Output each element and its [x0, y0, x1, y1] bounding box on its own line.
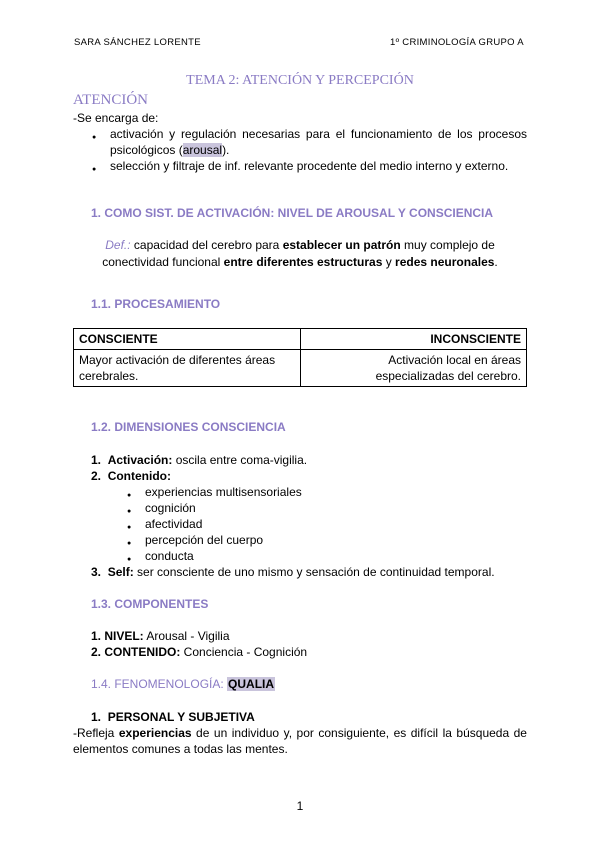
personal-label: PERSONAL Y SUBJETIVA: [107, 710, 255, 724]
highlight-arousal: arousal: [182, 143, 223, 157]
bullet-2-text: selección y filtraje de inf. relevante procedente del medio interno y externo.: [110, 159, 509, 173]
component-1: [91, 628, 230, 644]
processing-table: [73, 328, 527, 387]
dimension-3: [91, 564, 495, 580]
bullet-1-line-2-pre: psicológicos (: [110, 143, 183, 157]
page-number: 1: [296, 799, 304, 813]
table-cell-consciente: [74, 350, 301, 387]
definition-bold-1: establecer un patrón: [282, 238, 401, 252]
component-2: [91, 644, 307, 660]
intro-bullet-1: [110, 126, 527, 142]
personal-text-2: de un individuo y, por consiguiente, es difícil la búsqueda de: [191, 726, 527, 740]
heading-1-2: 1.2. DIMENSIONES CONSCIENCIA: [91, 420, 286, 434]
personal-text-1: -Refleja: [73, 726, 119, 740]
list-item: ● experiencias multisensoriales: [145, 484, 302, 500]
bullet-1-line-2-post: ).: [222, 143, 230, 157]
definition-text-3: conectividad funcional: [102, 255, 224, 269]
dimension-3-label: Self:: [107, 565, 134, 579]
heading-1-4: [91, 677, 275, 691]
heading-1-1: 1.1. PROCESAMIENTO: [91, 297, 221, 311]
list-item: ● cognición: [145, 500, 196, 516]
cell-inconsciente-line-1: Activación local en áreas: [388, 353, 521, 367]
highlight-qualia: QUALIA: [228, 677, 275, 691]
list-item: ● afectividad: [145, 516, 202, 532]
heading-1-3: 1.3. COMPONENTES: [91, 597, 209, 611]
dimension-2-label: Contenido:: [107, 469, 172, 483]
definition-line-1: [73, 237, 527, 253]
definition-line-2: [73, 254, 527, 270]
definition-text-4: y: [382, 255, 396, 269]
personal-line-1: [73, 725, 527, 741]
definition-text-1: capacidad del cerebro para: [130, 238, 283, 252]
dimension-1-text: oscila entre coma-vigilia.: [172, 453, 308, 467]
table-row: [74, 350, 527, 387]
cell-inconsciente-line-2: especializadas del cerebro.: [375, 369, 521, 383]
definition-label: Def.:: [105, 238, 131, 252]
personal-heading: [91, 709, 255, 725]
list-item: ● percepción del cuerpo: [145, 532, 263, 548]
component-1-text: Arousal - Vigilia: [143, 629, 230, 643]
cell-consciente-line-1: Mayor activación de diferentes áreas: [79, 353, 276, 367]
table-header-row: [74, 329, 527, 350]
dimension-2-number: 2.: [91, 469, 102, 483]
definition-text-5: .: [494, 255, 498, 269]
component-1-label: 1. NIVEL:: [91, 629, 144, 643]
document-title: TEMA 2: ATENCIÓN Y PERCEPCIÓN: [186, 73, 414, 88]
heading-1: 1. COMO SIST. DE ACTIVACIÓN: NIVEL DE AROUSAL Y CONSCIENCIA: [91, 206, 494, 220]
table-header-consciente: CONSCIENTE: [74, 329, 301, 350]
dimension-3-text: ser consciente de uno mismo y sensación de continuidad temporal.: [133, 565, 495, 579]
table-cell-inconsciente: [300, 350, 527, 387]
dimension-3-number: 3.: [91, 565, 102, 579]
table-header-inconsciente: INCONSCIENTE: [300, 329, 527, 350]
personal-number: 1.: [91, 710, 102, 724]
intro-bullet-1-cont: [110, 142, 229, 158]
section-heading: ATENCIÓN: [73, 92, 148, 108]
intro-bullet-2: [110, 158, 508, 174]
list-item: ● conducta: [145, 548, 194, 564]
dimension-1-label: Activación:: [107, 453, 173, 467]
header-author: SARA SÁNCHEZ LORENTE: [74, 37, 201, 48]
definition-bold-2: entre diferentes estructuras: [223, 255, 383, 269]
component-2-text: Conciencia - Cognición: [180, 645, 308, 659]
dimension-2: [91, 468, 171, 484]
dimension-1: [91, 452, 307, 468]
header-course: 1º CRIMINOLOGÍA GRUPO A: [390, 37, 524, 48]
component-2-label: 2. CONTENIDO:: [91, 645, 181, 659]
personal-bold: experiencias: [118, 726, 192, 740]
dimension-1-number: 1.: [91, 453, 102, 467]
definition-text-2: muy complejo de: [400, 238, 495, 252]
cell-consciente-line-2: cerebrales.: [79, 369, 139, 383]
definition-bold-3: redes neuronales: [395, 255, 495, 269]
personal-line-2: elementos comunes a todas las mentes.: [73, 742, 288, 756]
bullet-1-line-1: activación y regulación necesarias para el funcionamiento de los procesos: [110, 127, 527, 141]
heading-1-4-text: 1.4. FENOMENOLOGÍA:: [91, 677, 228, 691]
intro-text: -Se encarga de:: [73, 111, 159, 125]
